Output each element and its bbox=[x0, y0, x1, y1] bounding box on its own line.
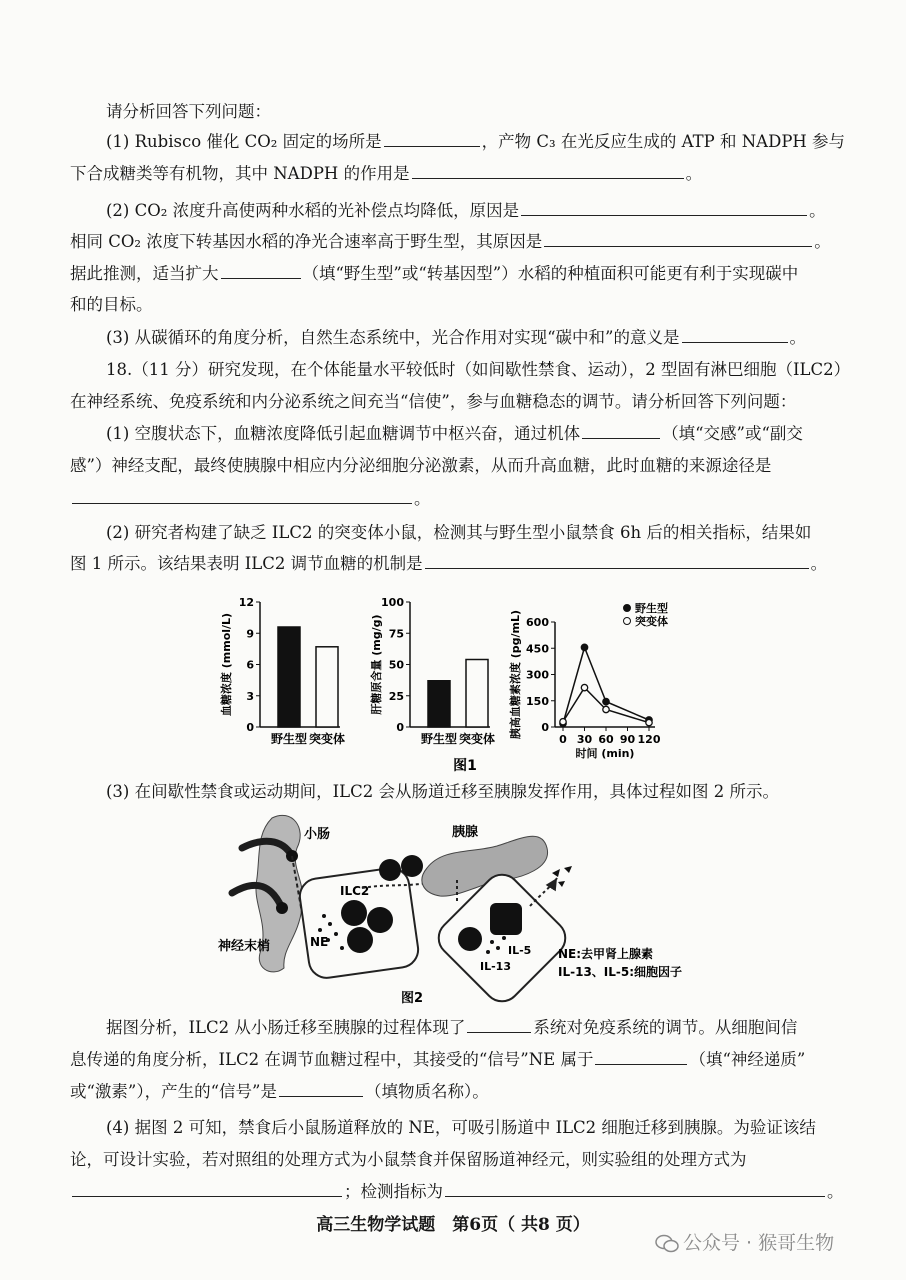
q2-line-2 bbox=[70, 230, 831, 254]
q18-3-line: (3) 在间歇性禁食或运动期间，ILC2 会从肠道迁移至胰腺发挥作用，具体过程如图 2 所示。 bbox=[106, 782, 779, 801]
bar bbox=[316, 647, 338, 727]
y-tick-label: 150 bbox=[526, 694, 549, 708]
text: (1) 空腹状态下，血糖浓度降低引起血糖调节中枢兴奋，通过机体 bbox=[106, 424, 581, 443]
answer-blank[interactable] bbox=[595, 1048, 687, 1065]
ilc2-cell bbox=[347, 927, 373, 953]
legend-marker bbox=[624, 605, 631, 612]
y-tick-label: 12 bbox=[238, 596, 254, 609]
x-tick-label: 突变体 bbox=[308, 732, 346, 746]
q18-line-2: 在神经系统、免疫系统和内分泌系统之间充当“信使”，参与血糖稳态的调节。请分析回答下列问题： bbox=[70, 392, 797, 411]
text: 相同 CO₂ 浓度下转基因水稻的净光合速率高于野生型，其原因是 bbox=[70, 232, 543, 251]
answer-blank[interactable] bbox=[221, 262, 301, 279]
label-ilc2: ILC2 bbox=[340, 884, 370, 898]
answer-blank[interactable] bbox=[445, 1180, 825, 1197]
legend-marker bbox=[624, 618, 631, 625]
label-intestine: 小肠 bbox=[304, 827, 331, 842]
text: 。 bbox=[809, 201, 826, 220]
text: (1) Rubisco 催化 CO₂ 固定的场所是 bbox=[106, 132, 382, 151]
answer-blank[interactable] bbox=[72, 1180, 342, 1197]
answer-blank[interactable] bbox=[467, 1016, 531, 1033]
legend-label: 突变体 bbox=[635, 615, 668, 628]
x-tick-label: 野生型 bbox=[270, 732, 308, 746]
label-il13: IL-13 bbox=[480, 960, 511, 973]
x-tick-label: 0 bbox=[559, 733, 567, 746]
y-tick-label: 75 bbox=[388, 627, 404, 641]
x-tick-label: 120 bbox=[637, 733, 661, 746]
q18-1-line-3 bbox=[70, 487, 431, 511]
text-line-1: 请分析回答下列问题： bbox=[106, 102, 271, 121]
chart-glucagon bbox=[508, 601, 668, 760]
q18-4-line-3 bbox=[70, 1180, 844, 1204]
y-axis-label: 胰高血糖素浓度 (pg/mL) bbox=[509, 609, 522, 740]
bar bbox=[428, 681, 450, 727]
q1-line bbox=[106, 130, 845, 154]
answer-blank[interactable] bbox=[384, 130, 480, 147]
y-tick-label: 600 bbox=[526, 616, 549, 629]
x-tick-label: 90 bbox=[619, 733, 636, 746]
q18-3-line-4 bbox=[70, 1080, 489, 1104]
y-axis-label: 血糖浓度 (mmol/L) bbox=[220, 612, 233, 717]
ilc2-in-pancreas bbox=[458, 927, 482, 951]
y-tick-label: 6 bbox=[246, 658, 254, 672]
hormone-particles bbox=[552, 866, 572, 887]
answer-blank[interactable] bbox=[279, 1080, 363, 1097]
x-tick-label: 30 bbox=[576, 733, 593, 746]
text: 下合成糖类等有机物，其中 NADPH 的作用是 bbox=[70, 164, 410, 183]
data-point bbox=[646, 719, 652, 725]
page-footer: 高三生物学试题 第6页（ 共8 页） bbox=[316, 1215, 590, 1235]
text: （填“野生型”或“转基因型”）水稻的种植面积可能更有利于实现碳中 bbox=[302, 264, 799, 283]
y-tick-label: 50 bbox=[388, 658, 404, 672]
y-tick-label: 0 bbox=[541, 721, 549, 734]
label-pancreas: 胰腺 bbox=[452, 825, 479, 840]
text: 。 bbox=[789, 328, 806, 347]
q2-line-4: 和的目标。 bbox=[70, 295, 153, 314]
q18-2-line-2 bbox=[70, 552, 827, 576]
text: 。 bbox=[414, 489, 431, 508]
answer-blank[interactable] bbox=[425, 552, 809, 569]
q2-line bbox=[106, 199, 826, 223]
text: (3) 从碳循环的角度分析，自然生态系统中，光合作用对实现“碳中和”的意义是 bbox=[106, 328, 680, 347]
text: 系统对免疫系统的调节。从细胞间信 bbox=[533, 1018, 798, 1037]
q3-line bbox=[106, 326, 806, 350]
text: 息传递的角度分析，ILC2 在调节血糖过程中，其接受的“信号”NE 属于 bbox=[70, 1050, 594, 1069]
q18-3-line-2 bbox=[106, 1016, 797, 1040]
bar bbox=[466, 660, 488, 728]
x-axis-label: 时间 (min) bbox=[575, 747, 635, 760]
label-nerve-ending: 神经末梢 bbox=[218, 939, 271, 954]
text: 。 bbox=[810, 554, 828, 573]
wechat-icon bbox=[655, 1234, 679, 1254]
q2-line-3 bbox=[70, 262, 798, 286]
answer-blank[interactable] bbox=[544, 230, 812, 247]
figure-2-caption: 图2 bbox=[400, 991, 424, 1006]
y-axis-label: 肝糖原含量 (mg/g) bbox=[370, 614, 383, 715]
text: ，产物 C₃ 在光反应生成的 ATP 和 NADPH 参与 bbox=[481, 132, 846, 151]
text: （填物质名称）。 bbox=[365, 1082, 489, 1101]
y-tick-label: 0 bbox=[396, 721, 404, 734]
text: 。 bbox=[814, 232, 831, 251]
chart-blood-glucose bbox=[219, 596, 345, 746]
data-point bbox=[581, 644, 587, 650]
text: 。 bbox=[827, 1182, 844, 1201]
bar bbox=[278, 627, 300, 727]
data-point bbox=[560, 719, 566, 725]
answer-blank[interactable] bbox=[582, 422, 660, 439]
y-tick-label: 3 bbox=[246, 689, 254, 703]
answer-blank[interactable] bbox=[412, 162, 684, 179]
text: ；检测指标为 bbox=[344, 1182, 443, 1201]
y-tick-label: 0 bbox=[246, 721, 254, 734]
figure-2 bbox=[212, 808, 712, 1008]
migrating-ilc2 bbox=[401, 855, 423, 877]
migrating-ilc2 bbox=[379, 859, 401, 881]
text: （填“神经递质” bbox=[689, 1050, 806, 1069]
text: 据此推测，适当扩大 bbox=[70, 264, 219, 283]
y-tick-label: 300 bbox=[526, 668, 549, 682]
x-tick-label: 突变体 bbox=[458, 732, 496, 746]
y-tick-label: 450 bbox=[526, 642, 549, 656]
legend-ne: NE:去甲肾上腺素 bbox=[558, 947, 654, 961]
figure-1-caption: 图1 bbox=[453, 758, 477, 774]
x-tick-label: 野生型 bbox=[420, 732, 458, 746]
nerve-node bbox=[276, 902, 288, 914]
ilc2-cell bbox=[367, 907, 393, 933]
figure-1 bbox=[215, 590, 705, 775]
y-tick-label: 9 bbox=[246, 627, 254, 641]
answer-blank[interactable] bbox=[682, 326, 788, 343]
y-tick-label: 25 bbox=[388, 689, 404, 703]
chart-liver-glycogen bbox=[369, 596, 495, 746]
q18-4-line: (4) 据图 2 可知，禁食后小鼠肠道释放的 NE，可吸引肠道中 ILC2 细胞迁移到胰腺。为验证该结 bbox=[106, 1118, 816, 1137]
q18-title: 18.（11 分）研究发现，在个体能量水平较低时（如间歇性禁食、运动），2 型固有淋巴细胞（ILC2） bbox=[106, 360, 851, 379]
label-ne: NE bbox=[310, 935, 329, 949]
text: (2) CO₂ 浓度升高使两种水稻的光补偿点均降低，原因是 bbox=[106, 201, 520, 220]
q18-1-line-2: 感”）神经支配，最终使胰腺中相应内分泌细胞分泌激素，从而升高血糖，此时血糖的来源途径是 bbox=[70, 456, 772, 475]
text: 图 1 所示。该结果表明 ILC2 调节血糖的机制是 bbox=[70, 554, 423, 573]
y-tick-label: 100 bbox=[381, 596, 404, 609]
text: 或“激素”），产生的“信号”是 bbox=[70, 1082, 277, 1101]
legend-label: 野生型 bbox=[635, 602, 668, 615]
q18-1-line bbox=[106, 422, 803, 446]
data-point bbox=[603, 706, 609, 712]
watermark-text: 公众号 · 猴哥生物 bbox=[683, 1232, 835, 1254]
text: 。 bbox=[685, 164, 703, 183]
q18-2-line: (2) 研究者构建了缺乏 ILC2 的突变体小鼠，检测其与野生型小鼠禁食 6h 后的相关指标，结果如 bbox=[106, 523, 812, 542]
q18-3-line-3 bbox=[70, 1048, 805, 1072]
text: （填“交感”或“副交 bbox=[662, 424, 803, 443]
label-il5: IL-5 bbox=[508, 944, 532, 957]
answer-blank[interactable] bbox=[521, 199, 807, 216]
data-point bbox=[581, 684, 587, 690]
q18-4-line-2: 论，可设计实验，若对照组的处理方式为小鼠禁食并保留肠道神经元，则实验组的处理方式为 bbox=[70, 1150, 747, 1169]
ilc2-cell bbox=[341, 900, 367, 926]
x-tick-label: 60 bbox=[598, 733, 614, 746]
endocrine-cell bbox=[490, 903, 522, 935]
text: 据图分析，ILC2 从小肠迁移至胰腺的过程体现了 bbox=[106, 1018, 466, 1037]
legend-cytokines: IL-13、IL-5:细胞因子 bbox=[558, 965, 683, 979]
q1-line-2 bbox=[70, 162, 702, 186]
watermark bbox=[655, 1228, 834, 1255]
data-point bbox=[603, 698, 609, 704]
answer-blank[interactable] bbox=[72, 487, 412, 504]
